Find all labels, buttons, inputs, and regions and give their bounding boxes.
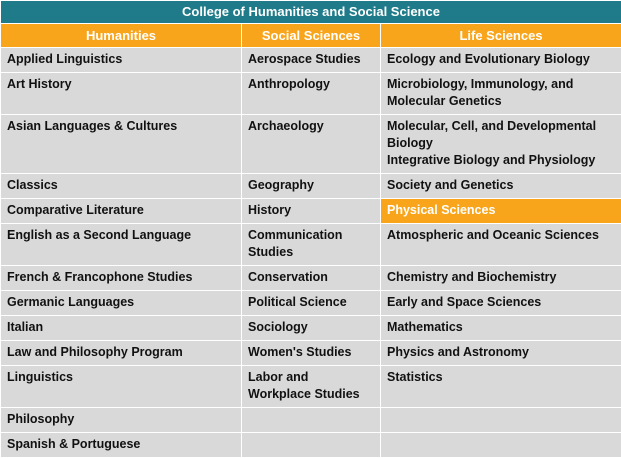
table-row [1, 291, 621, 316]
humanities-cell: Art History [1, 73, 242, 115]
humanities-cell: Philosophy [1, 408, 242, 433]
table-row [1, 408, 621, 433]
social-cell: Communication Studies [242, 224, 381, 266]
header-humanities: Humanities [1, 24, 242, 48]
header-life-sciences: Life Sciences [381, 24, 621, 48]
social-cell: Anthropology [242, 73, 381, 115]
humanities-cell: English as a Second Language [1, 224, 242, 266]
humanities-cell: Asian Languages & Cultures [1, 115, 242, 174]
science-entry: Mathematics [387, 319, 615, 336]
science-cell [381, 115, 621, 174]
humanities-cell: Germanic Languages [1, 291, 242, 316]
table-title: College of Humanities and Social Science [1, 1, 621, 24]
table-row [1, 73, 621, 115]
science-entry: Microbiology, Immunology, and Molecular Genetics [387, 76, 615, 110]
table-row [1, 224, 621, 266]
header-row [1, 24, 621, 48]
table-row [1, 174, 621, 199]
table-row [1, 48, 621, 73]
social-cell: Archaeology [242, 115, 381, 174]
humanities-cell: Spanish & Portuguese [1, 433, 242, 458]
science-cell [381, 433, 621, 458]
science-entry: Physical Sciences [387, 202, 615, 219]
table-row [1, 316, 621, 341]
science-cell [381, 48, 621, 73]
table-row [1, 115, 621, 174]
science-cell [381, 341, 621, 366]
social-cell: Sociology [242, 316, 381, 341]
social-cell: Conservation [242, 266, 381, 291]
science-cell [381, 174, 621, 199]
science-entry: Statistics [387, 369, 615, 386]
social-cell [242, 433, 381, 458]
science-cell [381, 224, 621, 266]
science-cell [381, 316, 621, 341]
humanities-cell: French & Francophone Studies [1, 266, 242, 291]
social-cell: Aerospace Studies [242, 48, 381, 73]
social-cell: History [242, 199, 381, 224]
humanities-cell: Classics [1, 174, 242, 199]
header-social-sciences: Social Sciences [242, 24, 381, 48]
table-row [1, 433, 621, 458]
science-cell [381, 266, 621, 291]
title-row [1, 1, 621, 24]
social-cell: Labor and Workplace Studies [242, 366, 381, 408]
table-row [1, 199, 621, 224]
social-cell: Women's Studies [242, 341, 381, 366]
science-entry: Integrative Biology and Physiology [387, 152, 615, 169]
humanities-cell: Linguistics [1, 366, 242, 408]
science-cell [381, 366, 621, 408]
table-row [1, 266, 621, 291]
physical-sciences-subheader [381, 199, 621, 224]
science-cell [381, 291, 621, 316]
science-entry: Ecology and Evolutionary Biology [387, 51, 615, 68]
humanities-cell: Law and Philosophy Program [1, 341, 242, 366]
science-entry: Society and Genetics [387, 177, 615, 194]
science-entry: Chemistry and Biochemistry [387, 269, 615, 286]
social-cell [242, 408, 381, 433]
humanities-cell: Applied Linguistics [1, 48, 242, 73]
science-cell [381, 73, 621, 115]
table-row [1, 366, 621, 408]
science-cell [381, 408, 621, 433]
science-entry: Early and Space Sciences [387, 294, 615, 311]
science-entry: Molecular, Cell, and Developmental Biology [387, 118, 615, 152]
humanities-cell: Comparative Literature [1, 199, 242, 224]
table-row [1, 341, 621, 366]
science-entry: Physics and Astronomy [387, 344, 615, 361]
science-entry: Atmospheric and Oceanic Sciences [387, 227, 615, 244]
social-cell: Political Science [242, 291, 381, 316]
humanities-cell: Italian [1, 316, 242, 341]
social-cell: Geography [242, 174, 381, 199]
